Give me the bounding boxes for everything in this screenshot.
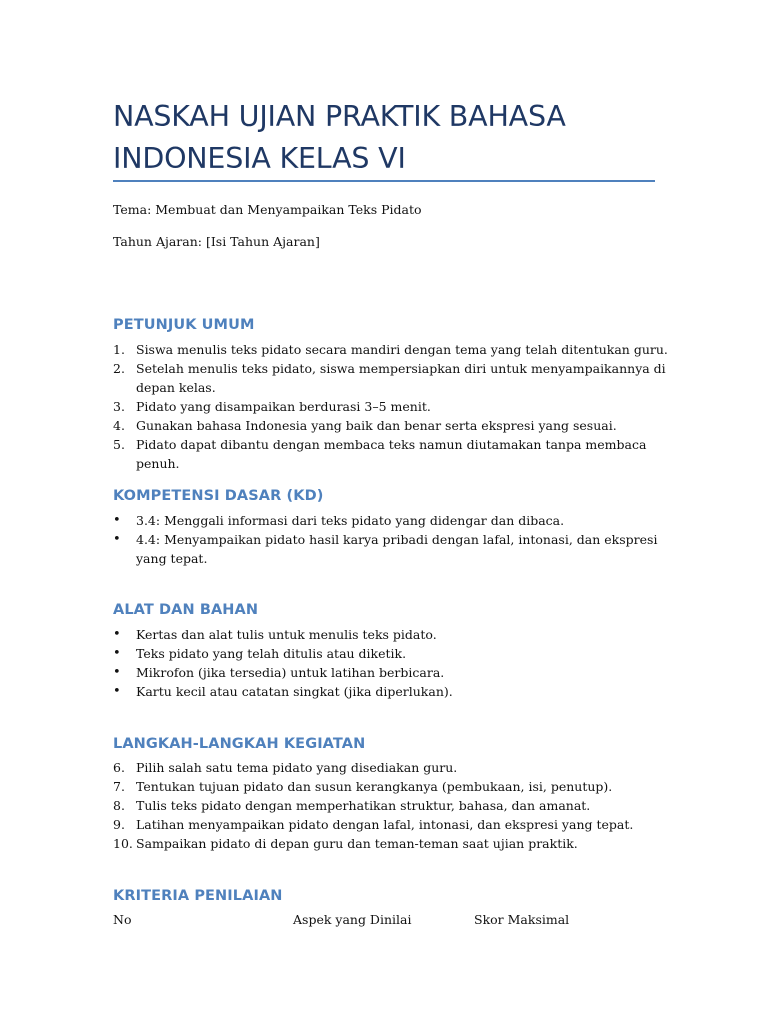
list-item xyxy=(113,359,673,397)
list-item-text: Kertas dan alat tulis untuk menulis teks pidato. xyxy=(136,627,437,642)
list-item xyxy=(113,644,673,663)
list-item-text: Pidato dapat dibantu dengan membaca teks namun diutamakan tanpa membaca penuh. xyxy=(136,437,647,471)
bullet-icon: • xyxy=(113,513,121,528)
list-item-text: Tulis teks pidato dengan memperhatikan struktur, bahasa, dan amanat. xyxy=(136,798,591,813)
bullet-icon: • xyxy=(113,646,121,661)
list-item-text: Latihan menyampaikan pidato dengan lafal, intonasi, dan ekspresi yang tepat. xyxy=(136,817,634,832)
list-item-text: Pilih salah satu tema pidato yang disediakan guru. xyxy=(136,760,458,775)
list-number: 3. xyxy=(113,399,125,414)
list-item-text: Siswa menulis teks pidato secara mandiri dengan tema yang telah ditentukan guru. xyxy=(136,342,668,357)
list-item-text: 4.4: Menyampaikan pidato hasil karya pribadi dengan lafal, intonasi, dan ekspresi yang tepat. xyxy=(136,532,658,566)
list-item xyxy=(113,416,673,435)
basic-competencies-list xyxy=(113,511,673,568)
list-item xyxy=(113,777,673,796)
section-heading-activity-steps: LANGKAH-LANGKAH KEGIATAN xyxy=(113,736,366,752)
activity-steps-list xyxy=(113,758,673,853)
document-title: NASKAH UJIAN PRAKTIK BAHASA INDONESIA KELAS VI xyxy=(113,100,566,175)
list-item-text: Teks pidato yang telah ditulis atau diketik. xyxy=(136,646,407,661)
title-divider xyxy=(113,180,655,182)
list-number: 4. xyxy=(113,418,125,433)
school-year-line: Tahun Ajaran: [Isi Tahun Ajaran] xyxy=(113,234,320,249)
section-heading-basic-competencies: KOMPETENSI DASAR (KD) xyxy=(113,488,324,504)
list-item-text: Setelah menulis teks pidato, siswa mempersiapkan diri untuk menyampaikannya di depan kelas. xyxy=(136,361,666,395)
bullet-icon: • xyxy=(113,532,121,547)
list-number: 2. xyxy=(113,361,125,376)
list-number: 6. xyxy=(113,760,125,775)
bullet-icon: • xyxy=(113,665,121,680)
theme-line: Tema: Membuat dan Menyampaikan Teks Pidato xyxy=(113,202,422,217)
general-instructions-list xyxy=(113,340,673,473)
table-header-no: No xyxy=(113,912,132,927)
list-item-text: Pidato yang disampaikan berdurasi 3–5 menit. xyxy=(136,399,431,414)
list-item xyxy=(113,663,673,682)
list-item xyxy=(113,758,673,777)
table-header-max-score: Skor Maksimal xyxy=(474,912,570,927)
list-item-text: Tentukan tujuan pidato dan susun kerangkanya (pembukaan, isi, penutup). xyxy=(136,779,613,794)
list-number: 8. xyxy=(113,798,125,813)
list-item-text: 3.4: Menggali informasi dari teks pidato yang didengar dan dibaca. xyxy=(136,513,565,528)
list-item-text: Sampaikan pidato di depan guru dan teman-teman saat ujian praktik. xyxy=(136,836,578,851)
list-number: 7. xyxy=(113,779,125,794)
list-item xyxy=(113,815,673,834)
list-item-text: Mikrofon (jika tersedia) untuk latihan berbicara. xyxy=(136,665,445,680)
list-item xyxy=(113,834,673,853)
bullet-icon: • xyxy=(113,627,121,642)
list-item-text: Kartu kecil atau catatan singkat (jika diperlukan). xyxy=(136,684,453,699)
list-number: 5. xyxy=(113,437,125,452)
section-heading-assessment-criteria: KRITERIA PENILAIAN xyxy=(113,888,283,904)
list-item xyxy=(113,397,673,416)
list-item xyxy=(113,340,673,359)
list-number: 9. xyxy=(113,817,125,832)
list-item xyxy=(113,682,673,701)
tools-materials-list xyxy=(113,625,673,701)
list-item xyxy=(113,435,673,473)
list-item xyxy=(113,530,673,568)
table-header-aspect: Aspek yang Dinilai xyxy=(293,912,412,927)
list-item-text: Gunakan bahasa Indonesia yang baik dan benar serta ekspresi yang sesuai. xyxy=(136,418,617,433)
section-heading-general-instructions: PETUNJUK UMUM xyxy=(113,317,255,333)
list-number: 1. xyxy=(113,342,125,357)
bullet-icon: • xyxy=(113,684,121,699)
section-heading-tools-materials: ALAT DAN BAHAN xyxy=(113,602,259,618)
list-item xyxy=(113,796,673,815)
list-item xyxy=(113,511,673,530)
list-number: 10. xyxy=(113,836,133,851)
list-item xyxy=(113,625,673,644)
